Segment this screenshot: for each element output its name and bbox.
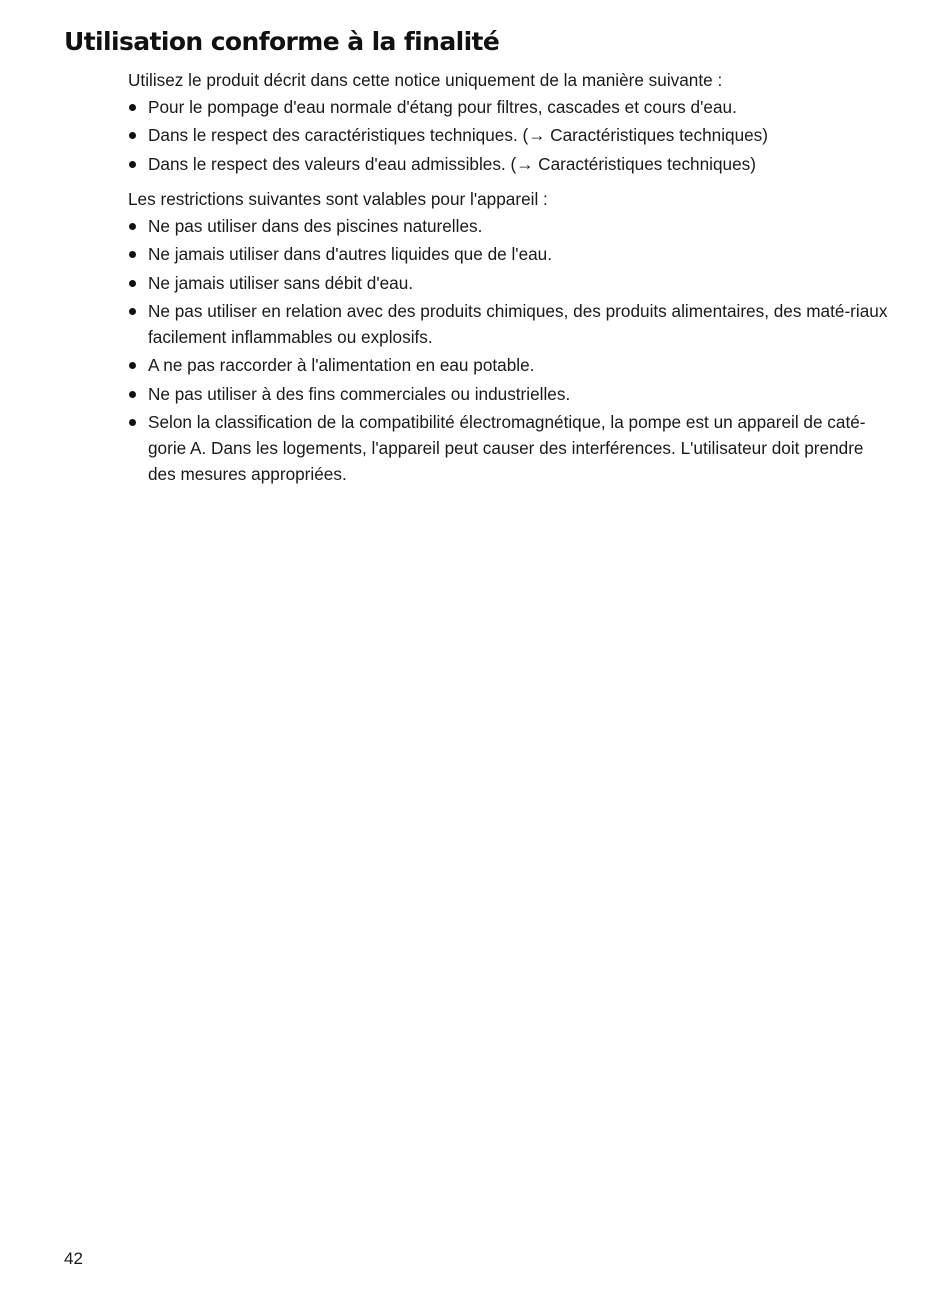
bullet-icon bbox=[129, 132, 136, 139]
bullet-icon bbox=[129, 362, 136, 369]
list-item bbox=[128, 213, 888, 239]
list-item bbox=[128, 151, 888, 177]
document-body bbox=[128, 66, 888, 490]
list-item bbox=[128, 270, 888, 296]
bullet-icon bbox=[129, 251, 136, 258]
list-item-text: Ne jamais utiliser sans débit d'eau. bbox=[148, 272, 414, 293]
list-item bbox=[128, 241, 888, 267]
list-item-text: Pour le pompage d'eau normale d'étang pour filtres, cascades et cours d'eau. bbox=[148, 97, 737, 117]
bullet-icon bbox=[129, 161, 136, 168]
list-item-text: Ne jamais utiliser dans d'autres liquides que de l'eau. bbox=[148, 244, 553, 265]
bullet-icon bbox=[129, 104, 136, 111]
list-item bbox=[128, 409, 888, 487]
bullet-icon bbox=[129, 391, 136, 398]
bullet-icon bbox=[129, 308, 136, 315]
bullet-icon bbox=[129, 223, 136, 230]
list-item-text: Dans le respect des valeurs d'eau admissibles. (→ Caractéristiques techniques) bbox=[148, 153, 756, 174]
restrictions-intro: Les restrictions suivantes sont valables pour l'appareil : bbox=[128, 188, 548, 209]
usage-list bbox=[128, 94, 888, 177]
list-item-text: Ne pas utiliser dans des piscines naturelles. bbox=[148, 215, 483, 236]
list-item-text: Ne pas utiliser à des fins commerciales ou industrielles. bbox=[148, 383, 571, 404]
page-number: 42 bbox=[64, 1249, 83, 1268]
list-item bbox=[128, 122, 888, 148]
list-item-text: Dans le respect des caractéristiques techniques. (→ Caractéristiques techniques) bbox=[148, 125, 769, 146]
list-item bbox=[128, 94, 888, 120]
list-item bbox=[128, 298, 888, 350]
list-item-text: A ne pas raccorder à l'alimentation en eau potable. bbox=[148, 355, 535, 376]
restrictions-list bbox=[128, 213, 888, 487]
list-item-text: Selon la classification de la compatibilité électromagnétique, la pompe est un appareil de caté-gorie A. Dans les logements, l'appareil peut causer des interférences. L'utilisateur doit prendre des mesures appropriées. bbox=[148, 412, 866, 485]
list-item bbox=[128, 381, 888, 407]
page-title: Utilisation conforme à la finalité bbox=[64, 27, 500, 56]
bullet-icon bbox=[129, 419, 136, 426]
list-item-text: Ne pas utiliser en relation avec des produits chimiques, des produits alimentaires, des maté-riaux facilement inflammables ou explosifs. bbox=[148, 300, 888, 347]
bullet-icon bbox=[129, 280, 136, 287]
usage-intro: Utilisez le produit décrit dans cette notice uniquement de la manière suivante : bbox=[128, 70, 723, 90]
list-item bbox=[128, 352, 888, 378]
